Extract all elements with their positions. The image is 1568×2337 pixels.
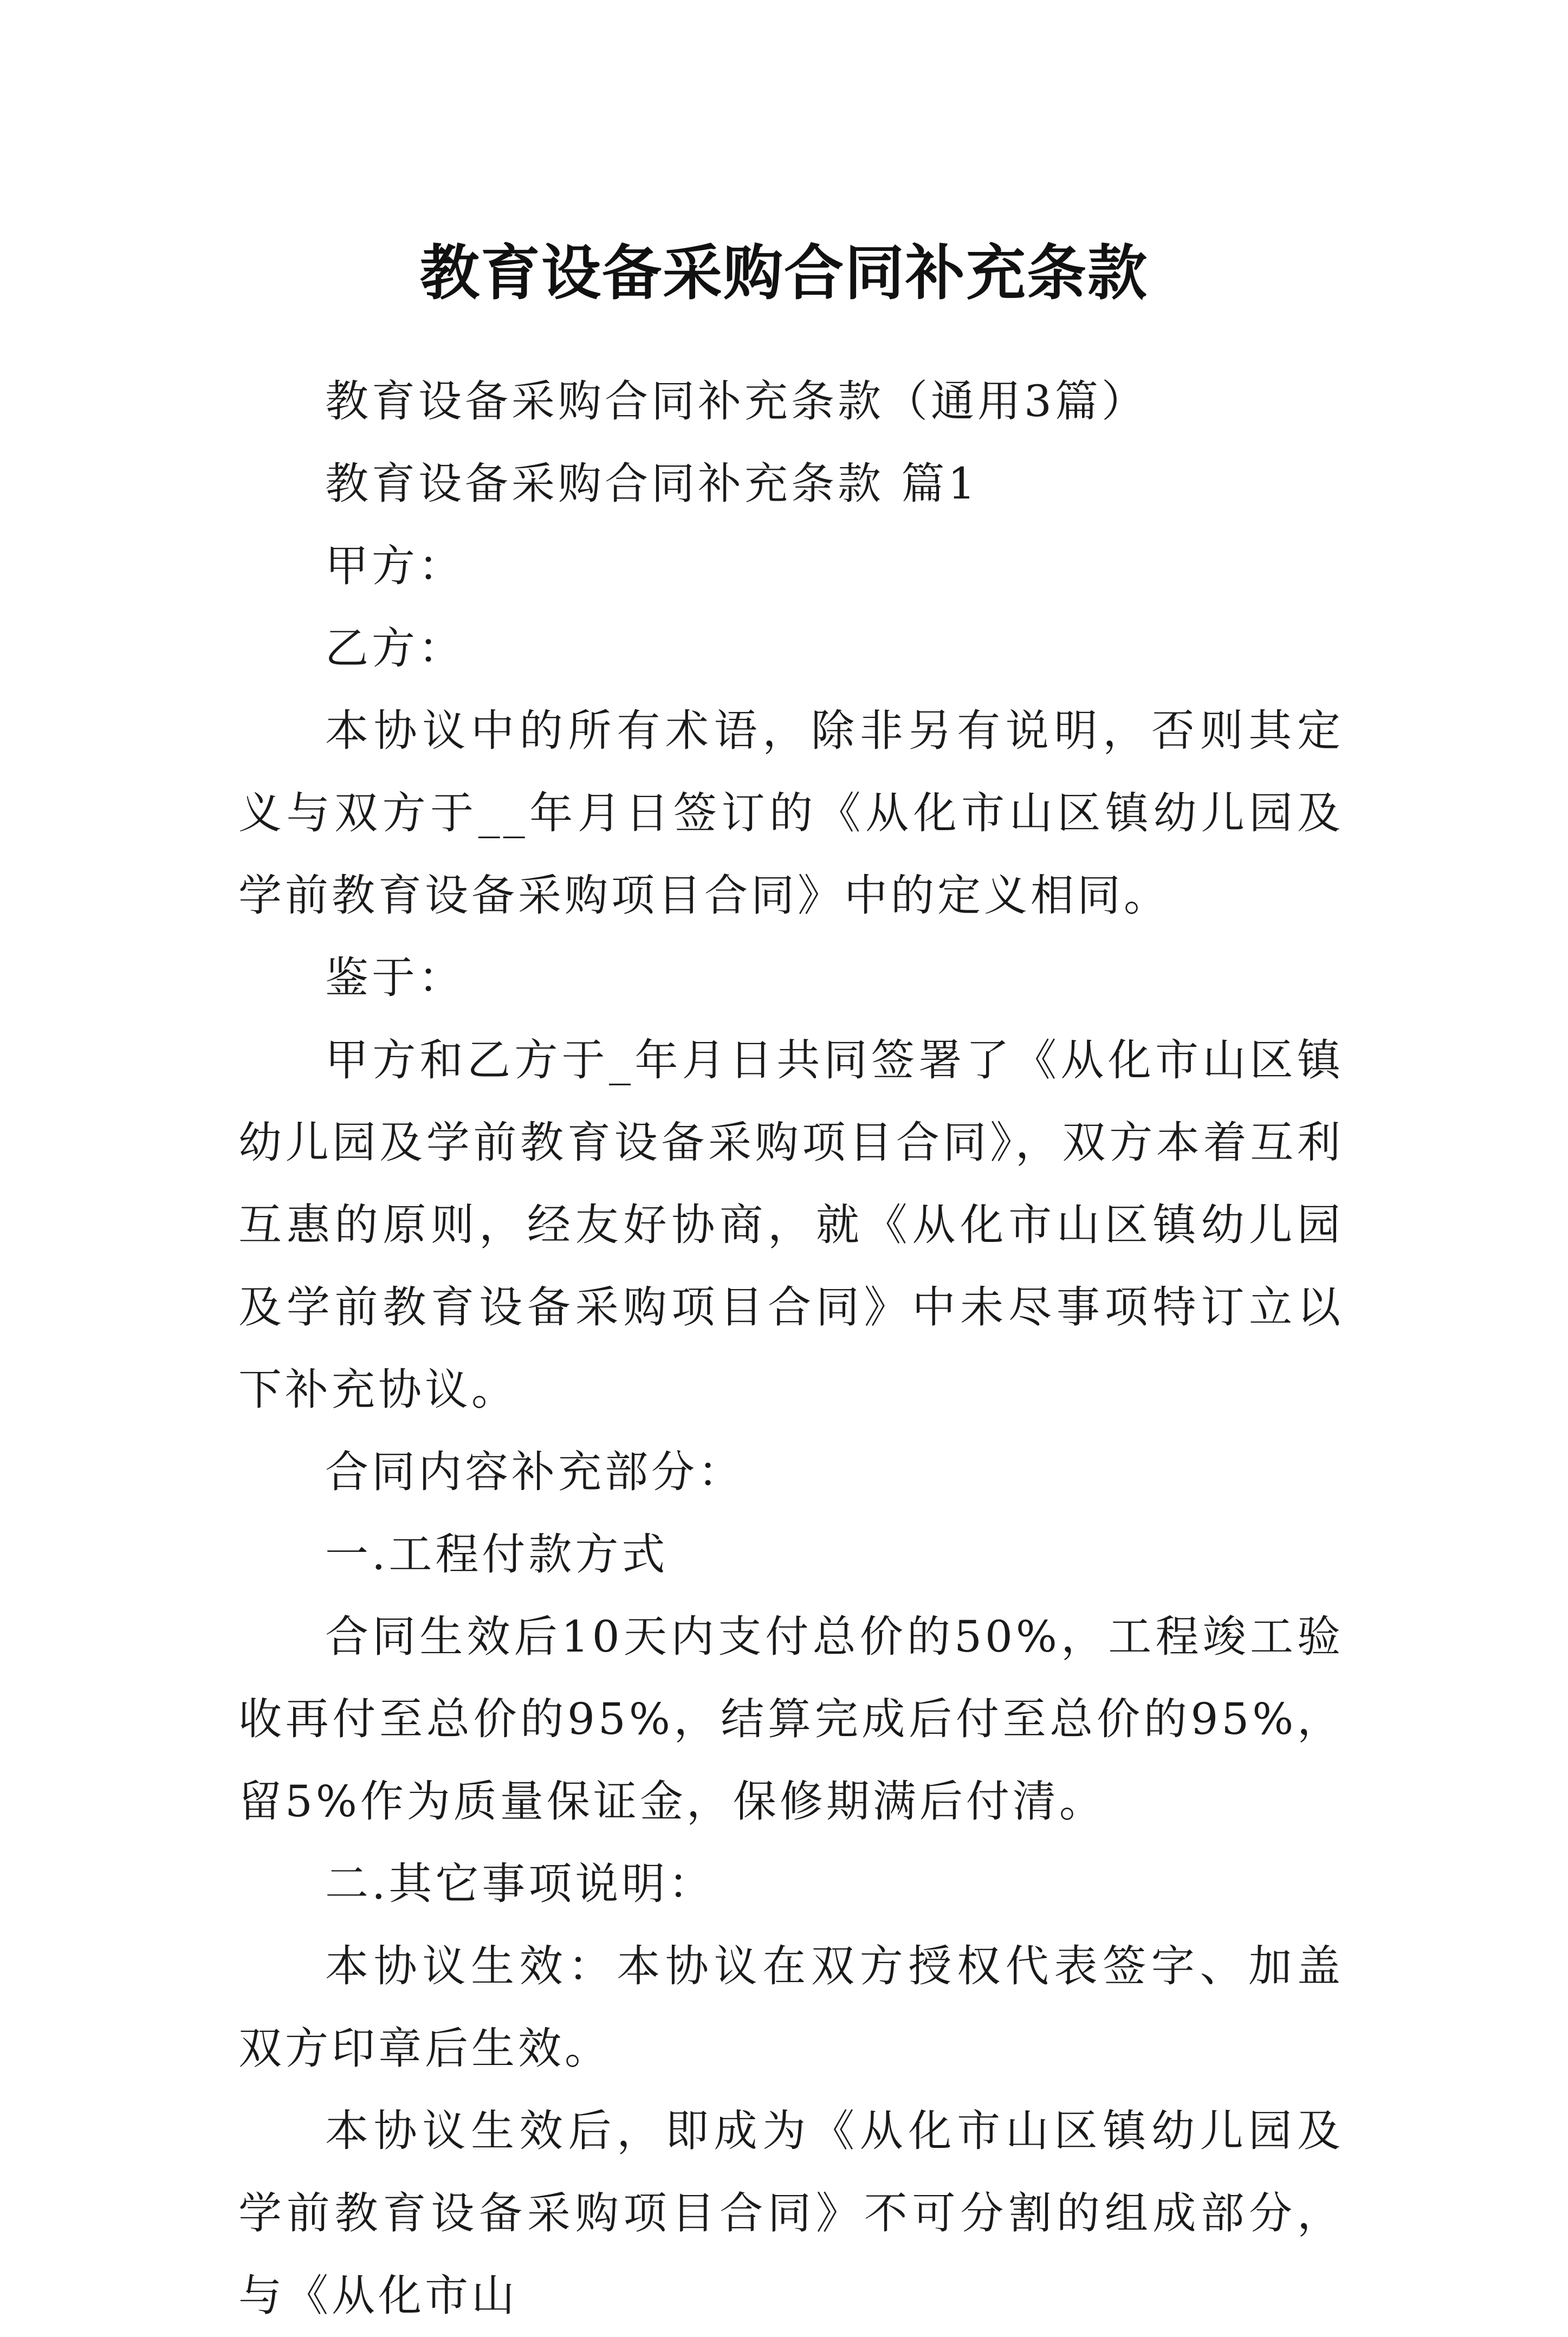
paragraph-payment-heading: 一.工程付款方式 [325,1529,669,1579]
paragraph-subtitle: 教育设备采购合同补充条款（通用3篇） [325,376,1148,426]
paragraph-section-heading: 教育设备采购合同补充条款 篇1 [325,458,979,509]
paragraph-party-a: 甲方： [325,541,465,591]
paragraph-whereas: 鉴于： [325,953,465,1003]
paragraph-party-b: 乙方： [325,623,465,674]
document-body [238,360,1344,2337]
paragraph-supplement-heading: 合同内容补充部分： [325,1447,744,1497]
paragraph-terms-definition: 本协议中的所有术语，除非另有说明，否则其定义与双方于__年月日签订的《从化市山区镇幼儿园及学前教育设备采购项目合同》中的定义相同。 [238,705,1344,921]
paragraph-effectiveness: 本协议生效：本协议在双方授权代表签字、加盖双方印章后生效。 [238,1941,1344,2074]
paragraph-recital: 甲方和乙方于_年月日共同签署了《从化市山区镇幼儿园及学前教育设备采购项目合同》，双方本着互利互惠的原则，经友好协商，就《从化市山区镇幼儿园及学前教育设备采购项目合同》中未尽事项特订立以下补充协议。 [238,1035,1344,1415]
paragraph-other-matters-heading: 二.其它事项说明： [325,1859,715,1909]
document-title: 教育设备采购合同补充条款 [420,237,1148,308]
paragraph-payment-terms: 合同生效后10天内支付总价的50%，工程竣工验收再付至总价的95%，结算完成后付至总价的95%，留5%作为质量保证金，保修期满后付清。 [238,1611,1344,1827]
paragraph-integral-part: 本协议生效后，即成为《从化市山区镇幼儿园及学前教育设备采购项目合同》不可分割的组成部分，与《从化市山 [238,2106,1344,2321]
